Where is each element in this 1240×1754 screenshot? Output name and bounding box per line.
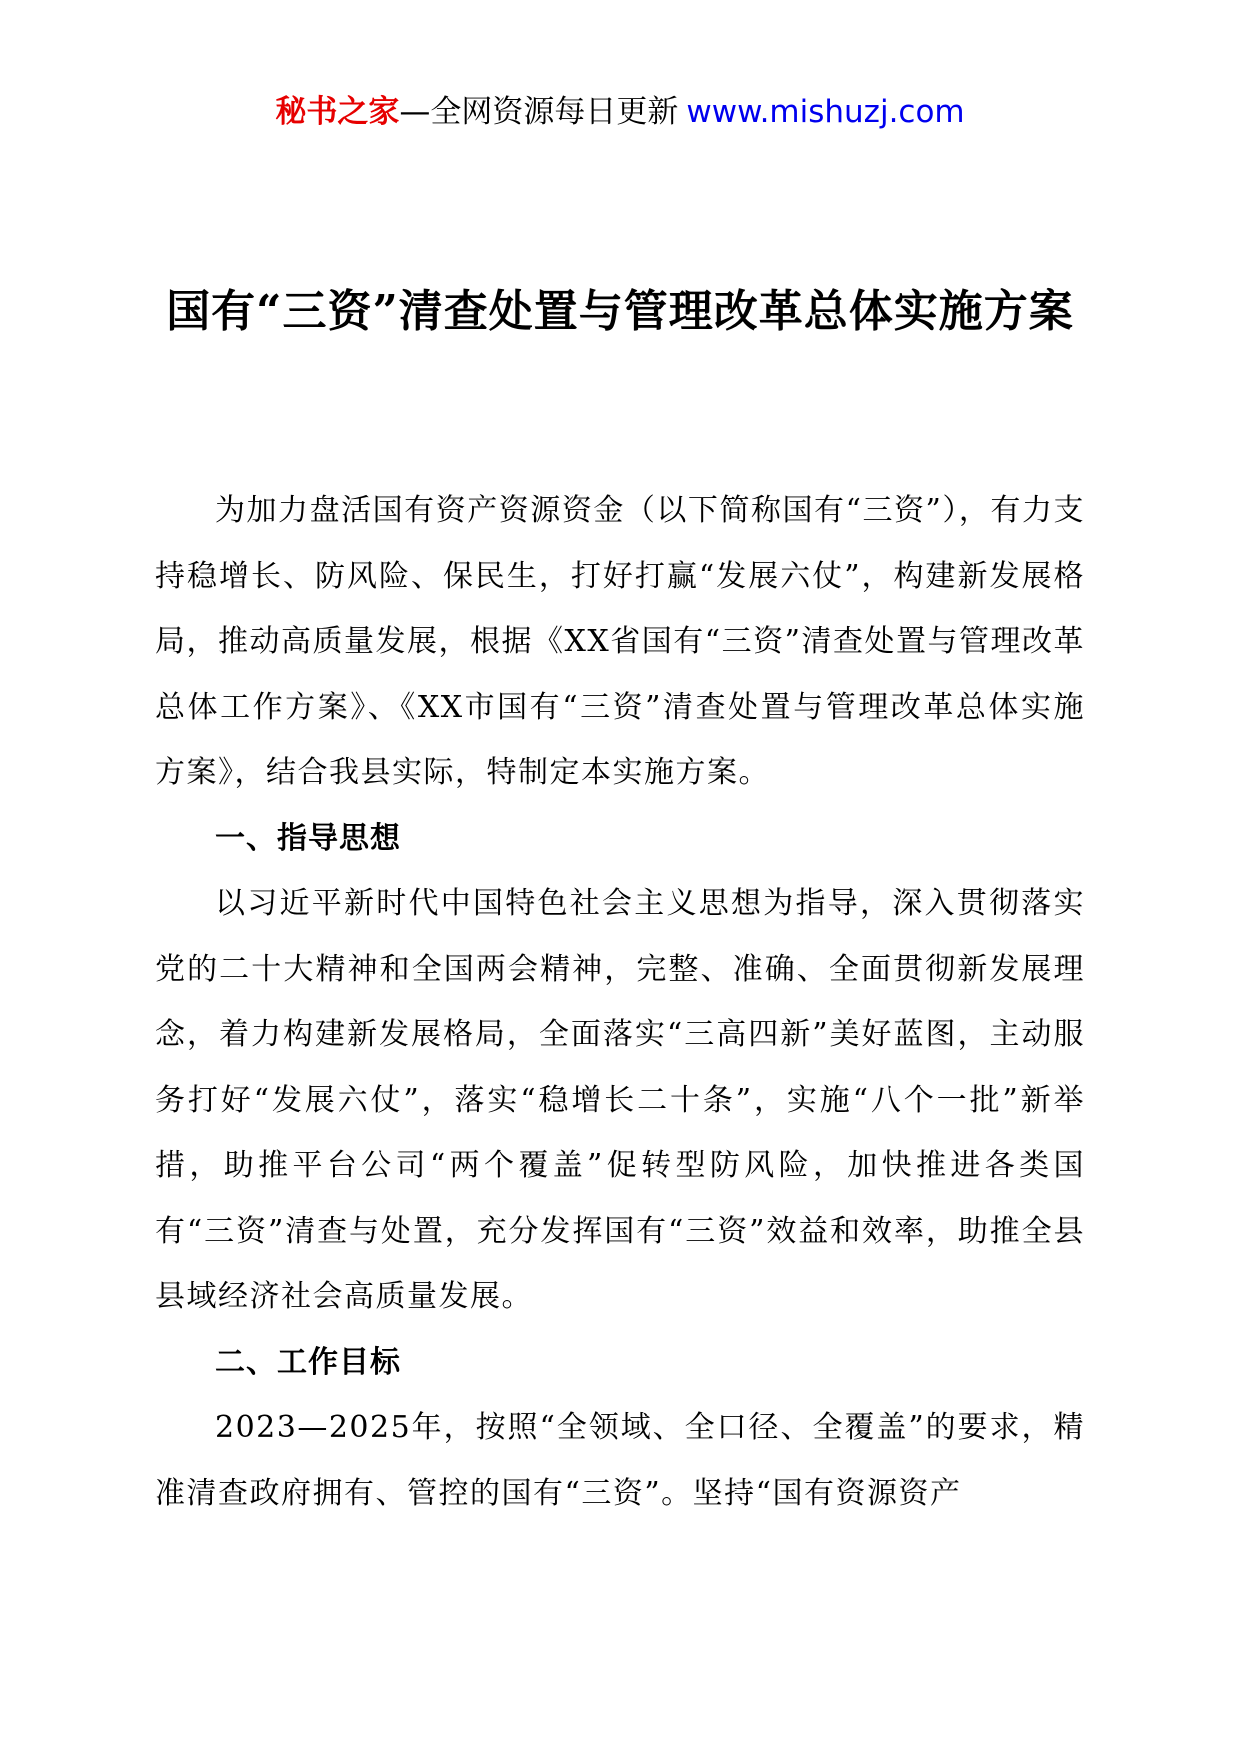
section-paragraph-guiding-ideology: 以习近平新时代中国特色社会主义思想为指导，深入贯彻落实党的二十大精神和全国两会精神，完整、准确、全面贯彻新发展理念，着力构建新发展格局，全面落实“三高四新”美好蓝图，主动服务打好“发展六仗”，落实“稳增长二十条”，实施“八个一批”新举措，助推平台公司“两个覆盖”促转型防风险，加快推进各类国有“三资”清查与处置，充分发挥国有“三资”效益和效率，助推全县县域经济社会高质量发展。: [155, 886, 1085, 1314]
intro-paragraph: 为加力盘活国有资产资源资金（以下简称国有“三资”），有力支持稳增长、防风险、保民生，打好打赢“发展六仗”，构建新发展格局，推动高质量发展，根据《XX省国有“三资”清查处置与管理改革总体工作方案》、《XX市国有“三资”清查处置与管理改革总体实施方案》，结合我县实际，特制定本实施方案。: [155, 493, 1085, 790]
document-body: [155, 478, 1085, 1526]
section-paragraph-work-goals: 2023—2025年，按照“全领域、全口径、全覆盖”的要求，精准清查政府拥有、管控的国有“三资”。坚持“国有资源资产: [155, 1410, 1085, 1511]
document-title: 国有“三资”清查处置与管理改革总体实施方案: [166, 286, 1074, 337]
site-tagline: —全网资源每日更新: [399, 94, 679, 130]
site-url-link[interactable]: www.mishuzj.com: [686, 94, 965, 130]
section-heading-guiding-ideology: 一、指导思想: [215, 820, 401, 856]
site-brand: 秘书之家: [275, 94, 400, 130]
site-header: [0, 92, 1240, 132]
section-heading-work-goals: 二、工作目标: [215, 1344, 401, 1380]
